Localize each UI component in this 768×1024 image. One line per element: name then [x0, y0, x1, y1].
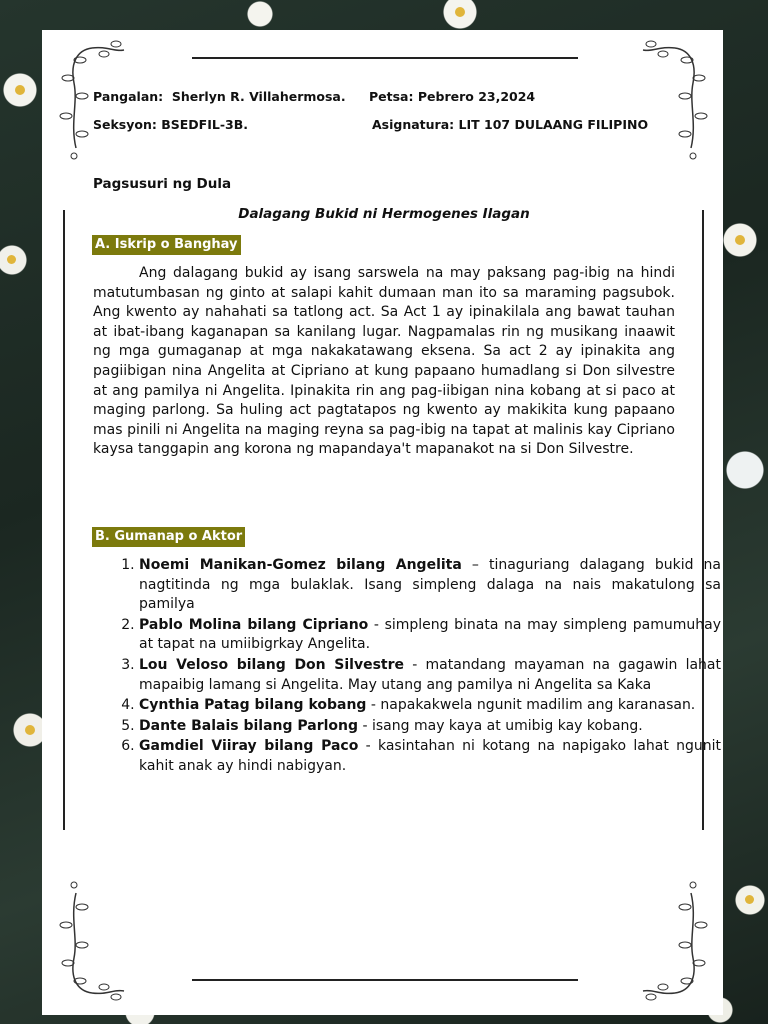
- actor-description: – tinaguriang dalagang bukid na nagtitinda ng mga bulaklak. Isang simpleng dalaga na nais makatulong sa pamilya: [139, 557, 721, 613]
- daisy-flower-icon: [7, 255, 16, 264]
- date-field: [369, 89, 535, 104]
- list-item: [139, 717, 721, 737]
- section-field: [93, 117, 248, 132]
- subject-label: Asignatura:: [372, 117, 455, 132]
- play-title: Dalagang Bukid ni Hermogenes Ilagan: [238, 206, 530, 222]
- list-item: [139, 656, 721, 695]
- floral-vine-corner-icon: [637, 873, 715, 1003]
- name-field: [93, 89, 346, 104]
- actor-description: - simpleng binata na may simpleng pamumuhay at tapat na umiibigrkay Angelita.: [139, 616, 722, 653]
- floral-vine-corner-icon: [637, 38, 715, 168]
- actor-name: Gamdiel Viiray bilang Paco: [139, 738, 359, 755]
- actor-name: Lou Veloso bilang Don Silvestre: [139, 656, 405, 673]
- actor-name: Cynthia Patag bilang kobang: [139, 697, 367, 714]
- section-label: Seksyon:: [93, 117, 157, 132]
- document-title: Pagsusuri ng Dula: [93, 176, 232, 192]
- daisy-flower-icon: [745, 895, 754, 904]
- bottom-border-line: [192, 979, 578, 981]
- left-border-line: [63, 210, 65, 830]
- name-label: Pangalan:: [93, 89, 164, 104]
- list-item: [139, 616, 721, 655]
- subject-value: LIT 107 DULAANG FILIPINO: [458, 117, 649, 132]
- floral-vine-corner-icon: [52, 873, 130, 1003]
- daisy-flower-icon: [455, 7, 465, 17]
- date-label: Petsa:: [369, 89, 414, 104]
- actor-description: - napakakwela ngunit madilim ang karanasan.: [366, 697, 696, 714]
- section-a-paragraph: Ang dalagang bukid ay isang sarswela na may paksang pag-ibig na hindi matutumbasan ng ginto at salapi kahit dumaan man ito sa maraming pagsubok. Ang kwento ay nahahati sa tatlong act. Sa Act 1 ay ipinakilala ang bawat tauhan at ibat-ibang kaganapan sa kanilang lugar. Nagpamalas rin ng musikang inaawit ng mga gumaganap at mga nakakatawang eksena. Sa act 2 ay ipinakita ang pagiibigan nina Angelita at Cipriano at kung papaano humadlang si Don silvestre at ang pamilya ni Angelita. Ipinakita rin ang pag-iibigan nina kobang at si paco at maging parlong. Sa huling act pagtatapos ng kwento ay makikita kung papaano mas pinili ni Angelita na maging reyna sa pag-ibig na tapat at malinis kay Cipriano kaysa tanggapin ang korona ng mapandaya't mapanakot na si Don Silvestre.: [93, 265, 675, 458]
- daisy-flower-icon: [15, 85, 25, 95]
- actor-name: Pablo Molina bilang Cipriano: [139, 616, 369, 633]
- date-value: Pebrero 23,2024: [417, 89, 536, 104]
- actor-description: - isang may kaya at umibig kay kobang.: [358, 717, 643, 734]
- cast-list: [93, 556, 721, 778]
- section-value: BSEDFIL-3B.: [161, 117, 248, 132]
- actor-name: Noemi Manikan-Gomez bilang Angelita: [139, 557, 462, 573]
- name-value: Sherlyn R. Villahermosa.: [171, 89, 346, 104]
- daisy-flower-icon: [25, 725, 35, 735]
- section-a-heading: A. Iskrip o Banghay: [92, 235, 241, 255]
- subject-field: [372, 117, 648, 132]
- list-item: [139, 696, 721, 716]
- actor-description: - matandang mayaman na gagawin lahat mapaibig lamang si Angelita. May utang ang pamilya ni Angelita sa Kaka: [139, 656, 721, 693]
- section-b-heading: B. Gumanap o Aktor: [92, 527, 245, 547]
- actor-description: - kasintahan ni kotang na napigako lahat ngunit kahit anak ay hindi nabigyan.: [139, 738, 721, 774]
- list-item: [139, 556, 721, 615]
- list-item: [139, 737, 721, 776]
- daisy-flower-icon: [735, 235, 745, 245]
- top-border-line: [192, 57, 578, 59]
- actor-name: Dante Balais bilang Parlong: [139, 717, 359, 734]
